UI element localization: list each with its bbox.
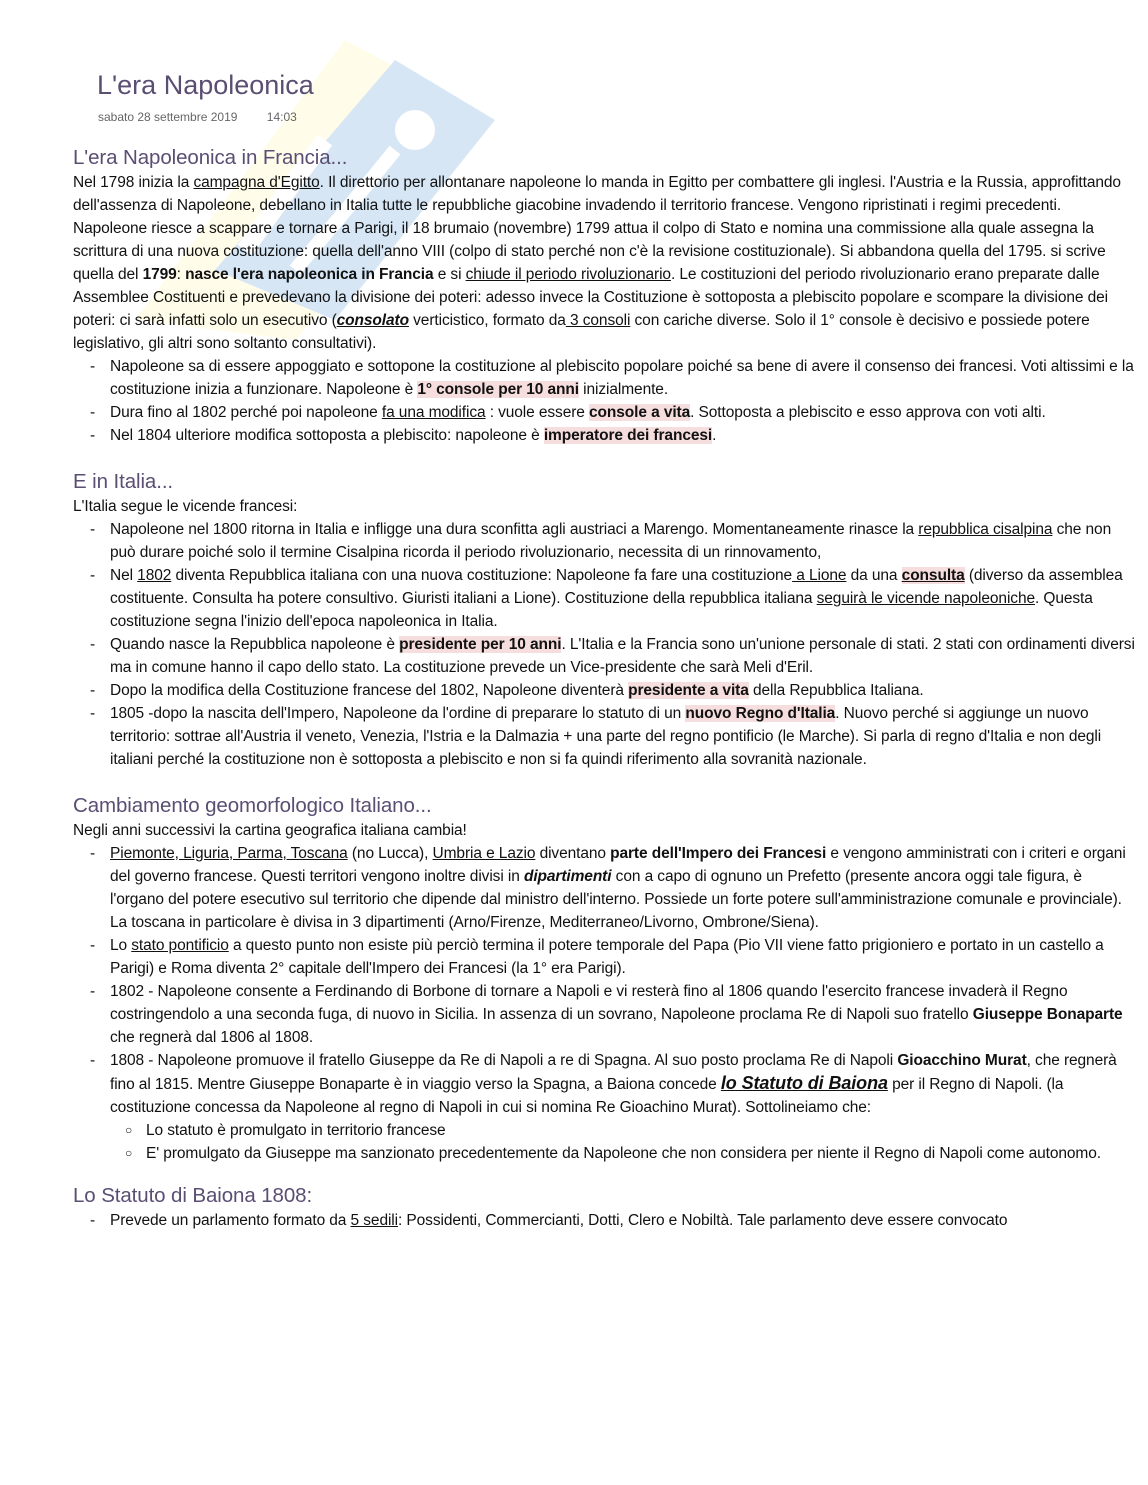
list-item: - Nel 1802 diventa Repubblica italiana con una nuova costituzione: Napoleone fa fare una costituzione a Lione da una consulta (diverso da assemblea costituente. Consulta ha potere consultivo. Giuristi italiani a Lione). Costituzione della repubblica italiana seguirà le vicende napoleoniche. Questa costituzione segna l'inizio dell'epoca napoleonica in Italia.: [110, 564, 1139, 633]
list-item: - Quando nasce la Repubblica napoleone è presidente per 10 anni. L'Italia e la Francia sono un'unione personale di stati. 2 stati con ordinamenti diversi ma in comune hanno il capo dello stato. La costituzione prevede un Vice-presidente che sarà Meli d'Eril.: [110, 633, 1139, 679]
list-statuto-baiona: [73, 1209, 1139, 1232]
list-item: - Napoleone nel 1800 ritorna in Italia e infligge una dura sconfitta agli austriaci a Marengo. Momentaneamente rinasce la repubblica cisalpina che non può durare poiché solo il termine Cisalpina ricorda il periodo rivoluzionario, necessita di un rinnovamento,: [110, 518, 1139, 564]
section-heading-cambiamento: Cambiamento geomorfologico Italiano...: [73, 794, 432, 817]
page-title: L'era Napoleonica: [97, 70, 314, 100]
list-item: - Nel 1804 ulteriore modifica sottoposta a plebiscito: napoleone è imperatore dei francesi.: [110, 424, 1139, 447]
list-item: - Piemonte, Liguria, Parma, Toscana (no Lucca), Umbria e Lazio diventano parte dell'Impero dei Francesi e vengono amministrati con i criteri e organi del governo francese. Questi territori vengono inoltre divisi in dipartimenti con a capo di ognuno un Prefetto (presente ancora oggi tale figura, è l'organo del potere esecutivo sul territorio che dipende dal ministro dell'interno. Possiede un forte potere sull'amministrazione comunale e provinciale). La toscana in particolare è divisa in 3 dipartimenti (Arno/Firenze, Mediterraneo/Livorno, Ombrone/Siena).: [110, 842, 1139, 934]
sublist-item: ○ Lo statuto è promulgato in territorio francese: [146, 1119, 1139, 1142]
list-item: - Dura fino al 1802 perché poi napoleone fa una modifica : vuole essere console a vita. Sottoposta a plebiscito e esso approva con voti alti.: [110, 401, 1139, 424]
list-item: - Napoleone sa di essere appoggiato e sottopone la costituzione al plebiscito popolare poiché sa bene di avere il consenso dei francesi. Voti altissimi e la costituzione inizia a funzionare. Napoleone è 1° console per 10 anni inizialmente.: [110, 355, 1139, 401]
note-body: [73, 145, 1139, 1232]
note-meta: [98, 110, 297, 124]
note-date: sabato 28 settembre 2019: [98, 110, 238, 124]
list-item: - 1805 -dopo la nascita dell'Impero, Napoleone da l'ordine di preparare lo statuto di un nuovo Regno d'Italia. Nuovo perché si aggiunge un nuovo territorio: sottrae all'Austria il veneto, Venezia, l'Istria e la Dalmazia + una parte del regno pontificio (le Marche). Si parla di regno d'Italia e non degli italiani perché la costituzione non è sottoposta a plebiscito e non si fa quindi riferimento alla sovranità nazionale.: [110, 702, 1139, 771]
list-item: - 1802 - Napoleone consente a Ferdinando di Borbone di tornare a Napoli e vi resterà fino al 1806 quando l'esercito francese invaderà il Regno costringendolo a una seconda fuga, di nuovo in Sicilia. In assenza di un sovrano, Napoleone proclama Re di Napoli suo fratello Giuseppe Bonaparte che regnerà dal 1806 al 1808.: [110, 980, 1139, 1049]
paragraph-francia: Nel 1798 inizia la campagna d'Egitto. Il direttorio per allontanare napoleone lo manda in Egitto per combattere gli inglesi. l'Austria e la Russia, approfittando dell'assenza di Napoleone, debellano in Italia tutte le repubbliche giacobine invadendo il territorio francese. Vengono ripristinati i regimi precedenti. Napoleone riesce a scappare e tornare a Parigi, il 18 brumaio (novembre) 1799 attua il colpo di Stato e nomina una commissione alla quale assegna la scrittura di una nuova costituzione: quella dell'anno VIII (colpo di stato perché non c'è la revisione costituzionale). Si abbandona quella del 1795. si scrive quella del 1799: nasce l'era napoleonica in Francia e si chiude il periodo rivoluzionario. Le costituzioni del periodo rivoluzionario erano preparate dalle Assemblee Costituenti e prevedevano la divisione dei poteri: adesso invece la Costituzione è sottoposta a plebiscito popolare e scompare la divisione dei poteri: ci sarà infatti solo un esecutivo (consolato verticistico, formato da 3 consoli con cariche diverse. Solo il 1° console è decisivo e possiede potere legislativo, gli altri sono soltanto consultativi).: [73, 174, 1121, 352]
list-item: - 1808 - Napoleone promuove il fratello Giuseppe da Re di Napoli a re di Spagna. Al suo posto proclama Re di Napoli Gioacchino Murat, che regnerà fino al 1815. Mentre Giuseppe Bonaparte è in viaggio verso la Spagna, a Baiona concede lo Statuto di Baiona per il Regno di Napoli. (la costituzione concessa da Napoleone al regno di Napoli in cui si nomina Re Gioachino Murat). Sottolineiamo che: ○ Lo statuto è promulgato in territorio francese ○ E' promulgato da Giuseppe ma sanzionato precedentemente da Napoleone che non considera per niente il Regno di Napoli come autonomo.: [110, 1049, 1139, 1165]
paragraph-italia-intro: L'Italia segue le vicende francesi:: [73, 498, 298, 515]
paragraph-cambiamento-intro: Negli anni successivi la cartina geografica italiana cambia!: [73, 822, 467, 839]
section-heading-italia: E in Italia...: [73, 470, 174, 493]
section-heading-francia: L'era Napoleonica in Francia...: [73, 146, 348, 169]
note-time: 14:03: [266, 110, 297, 124]
list-item: - Dopo la modifica della Costituzione francese del 1802, Napoleone diventerà presidente a vita della Repubblica Italiana.: [110, 679, 1139, 702]
sublist-statuto: [110, 1119, 1139, 1165]
list-item: - Lo stato pontificio a questo punto non esiste più perciò termina il potere temporale del Papa (Pio VII viene fatto prigioniero e portato in un castello a Parigi) e Roma diventa 2° capitale dell'Impero dei Francesi (la 1° era Parigi).: [110, 934, 1139, 980]
list-cambiamento: [73, 842, 1139, 1165]
list-francia: [73, 355, 1139, 447]
section-heading-statuto-baiona: Lo Statuto di Baiona 1808:: [73, 1184, 313, 1207]
list-item: - Prevede un parlamento formato da 5 sedili: Possidenti, Commercianti, Dotti, Clero e Nobiltà. Tale parlamento deve essere convocato: [110, 1209, 1139, 1232]
sublist-item: ○ E' promulgato da Giuseppe ma sanzionato precedentemente da Napoleone che non considera per niente il Regno di Napoli come autonomo.: [146, 1142, 1139, 1165]
list-italia: [73, 518, 1139, 771]
